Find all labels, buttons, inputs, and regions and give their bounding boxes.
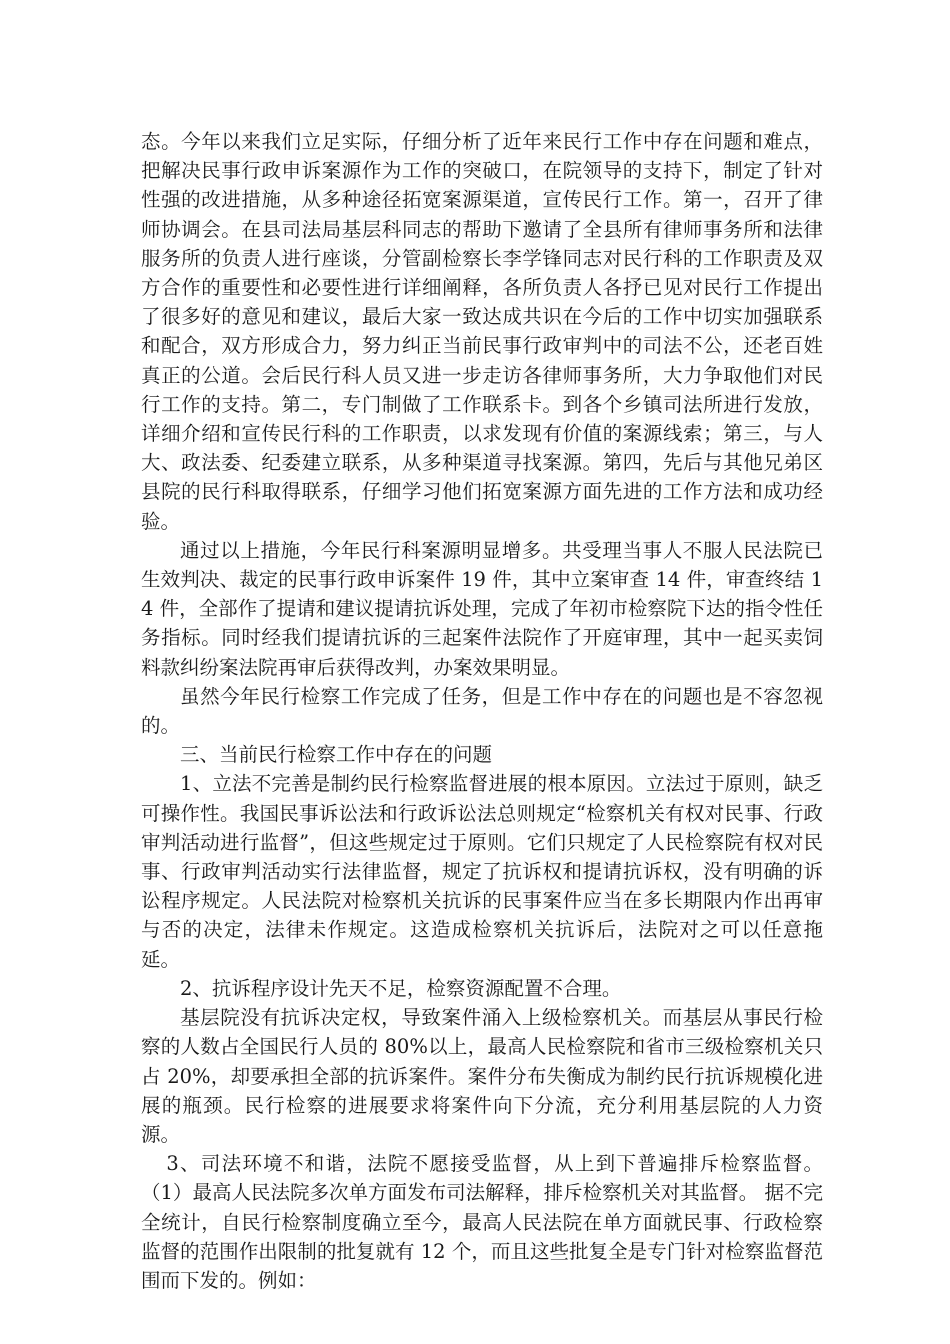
document-body bbox=[141, 127, 823, 1295]
paragraph-problem-3-judicial-environment: 3、司法环境不和谐，法院不愿接受监督，从上到下普遍排斥检察监督。 （1）最高人民法院多次单方面发布司法解释，排斥检察机关对其监督。 据不完全统计，自民行检察制度确立至今，最高人民法院在单方面就民事、行政检察监督的范围作出限制的批复就有 12 个，而且这些批复全是专门针对检察监督范围而下发的。例如： bbox=[141, 1152, 823, 1292]
paragraph-problems-transition: 虽然今年民行检察工作完成了任务，但是工作中存在的问题也是不容忽视的。 bbox=[141, 684, 823, 738]
paragraph-problem-2-procedure: 2、抗诉程序设计先天不足，检察资源配置不合理。 bbox=[180, 976, 622, 1000]
paragraph-case-results: 通过以上措施，今年民行科案源明显增多。共受理当事人不服人民法院已生效判决、裁定的民事行政申诉案件 19 件，其中立案审查 14 件，审查终结 14 件，全部作了提请和建议提请抗诉处理，完成了年初市检察院下达的指令性任务指标。同时经我们提请抗诉的三起案件法院作了开庭审理，其中一起买卖饲料款纠纷案法院再审后获得改判，办案效果明显。 bbox=[141, 538, 823, 679]
paragraph-problem-1-legislation: 1、立法不完善是制约民行检察监督进展的根本原因。立法过于原则，缺乏可操作性。我国民事诉讼法和行政诉讼法总则规定“检察机关有权对民事、行政审判活动进行监督”，但这些规定过于原则。它们只规定了人民检察院有权对民事、行政审判活动实行法律监督，规定了抗诉权和提请抗诉权，没有明确的诉讼程序规定。人民法院对检察机关抗诉的民事案件应当在多长期限内作出再审与否的决定，法律未作规定。这造成检察机关抗诉后，法院对之可以任意拖延。 bbox=[141, 772, 823, 971]
paragraph-grassroots-resources: 基层院没有抗诉决定权，导致案件涌入上级检察机关。而基层从事民行检察的人数占全国民行人员的 80%以上，最高人民检察院和省市三级检察机关只占 20%，却要承担全部的抗诉案件。案件分布失衡成为制约民行抗诉规模化进展的瓶颈。民行检察的进展要求将案件向下分流，充分利用基层院的人力资源。 bbox=[141, 1006, 823, 1146]
paragraph-measures-intro: 态。今年以来我们立足实际，仔细分析了近年来民行工作中存在问题和难点，把解决民事行政申诉案源作为工作的突破口，在院领导的支持下，制定了针对性强的改进措施，从多种途径拓宽案源渠道，宣传民行工作。第一，召开了律师协调会。在县司法局基层科同志的帮助下邀请了全县所有律师事务所和法律服务所的负责人进行座谈，分管副检察长李学锋同志对民行科的工作职责及双方合作的重要性和必要性进行详细阐释，各所负责人各抒已见对民行工作提出了很多好的意见和建议，最后大家一致达成共识在今后的工作中切实加强联系和配合，双方形成合力，努力纠正当前民事行政审判中的司法不公，还老百姓真正的公道。会后民行科人员又进一步走访各律师事务所，大力争取他们对民行工作的支持。第二，专门制做了工作联系卡。到各个乡镇司法所进行发放，详细介绍和宣传民行科的工作职责，以求发现有价值的案源线索；第三，与人大、政法委、纪委建立联系，从多种渠道寻找案源。第四，先后与其他兄弟区县院的民行科取得联系，仔细学习他们拓宽案源方面先进的工作方法和成功经验。 bbox=[141, 130, 823, 533]
section-heading-current-problems: 三、当前民行检察工作中存在的问题 bbox=[180, 743, 493, 767]
